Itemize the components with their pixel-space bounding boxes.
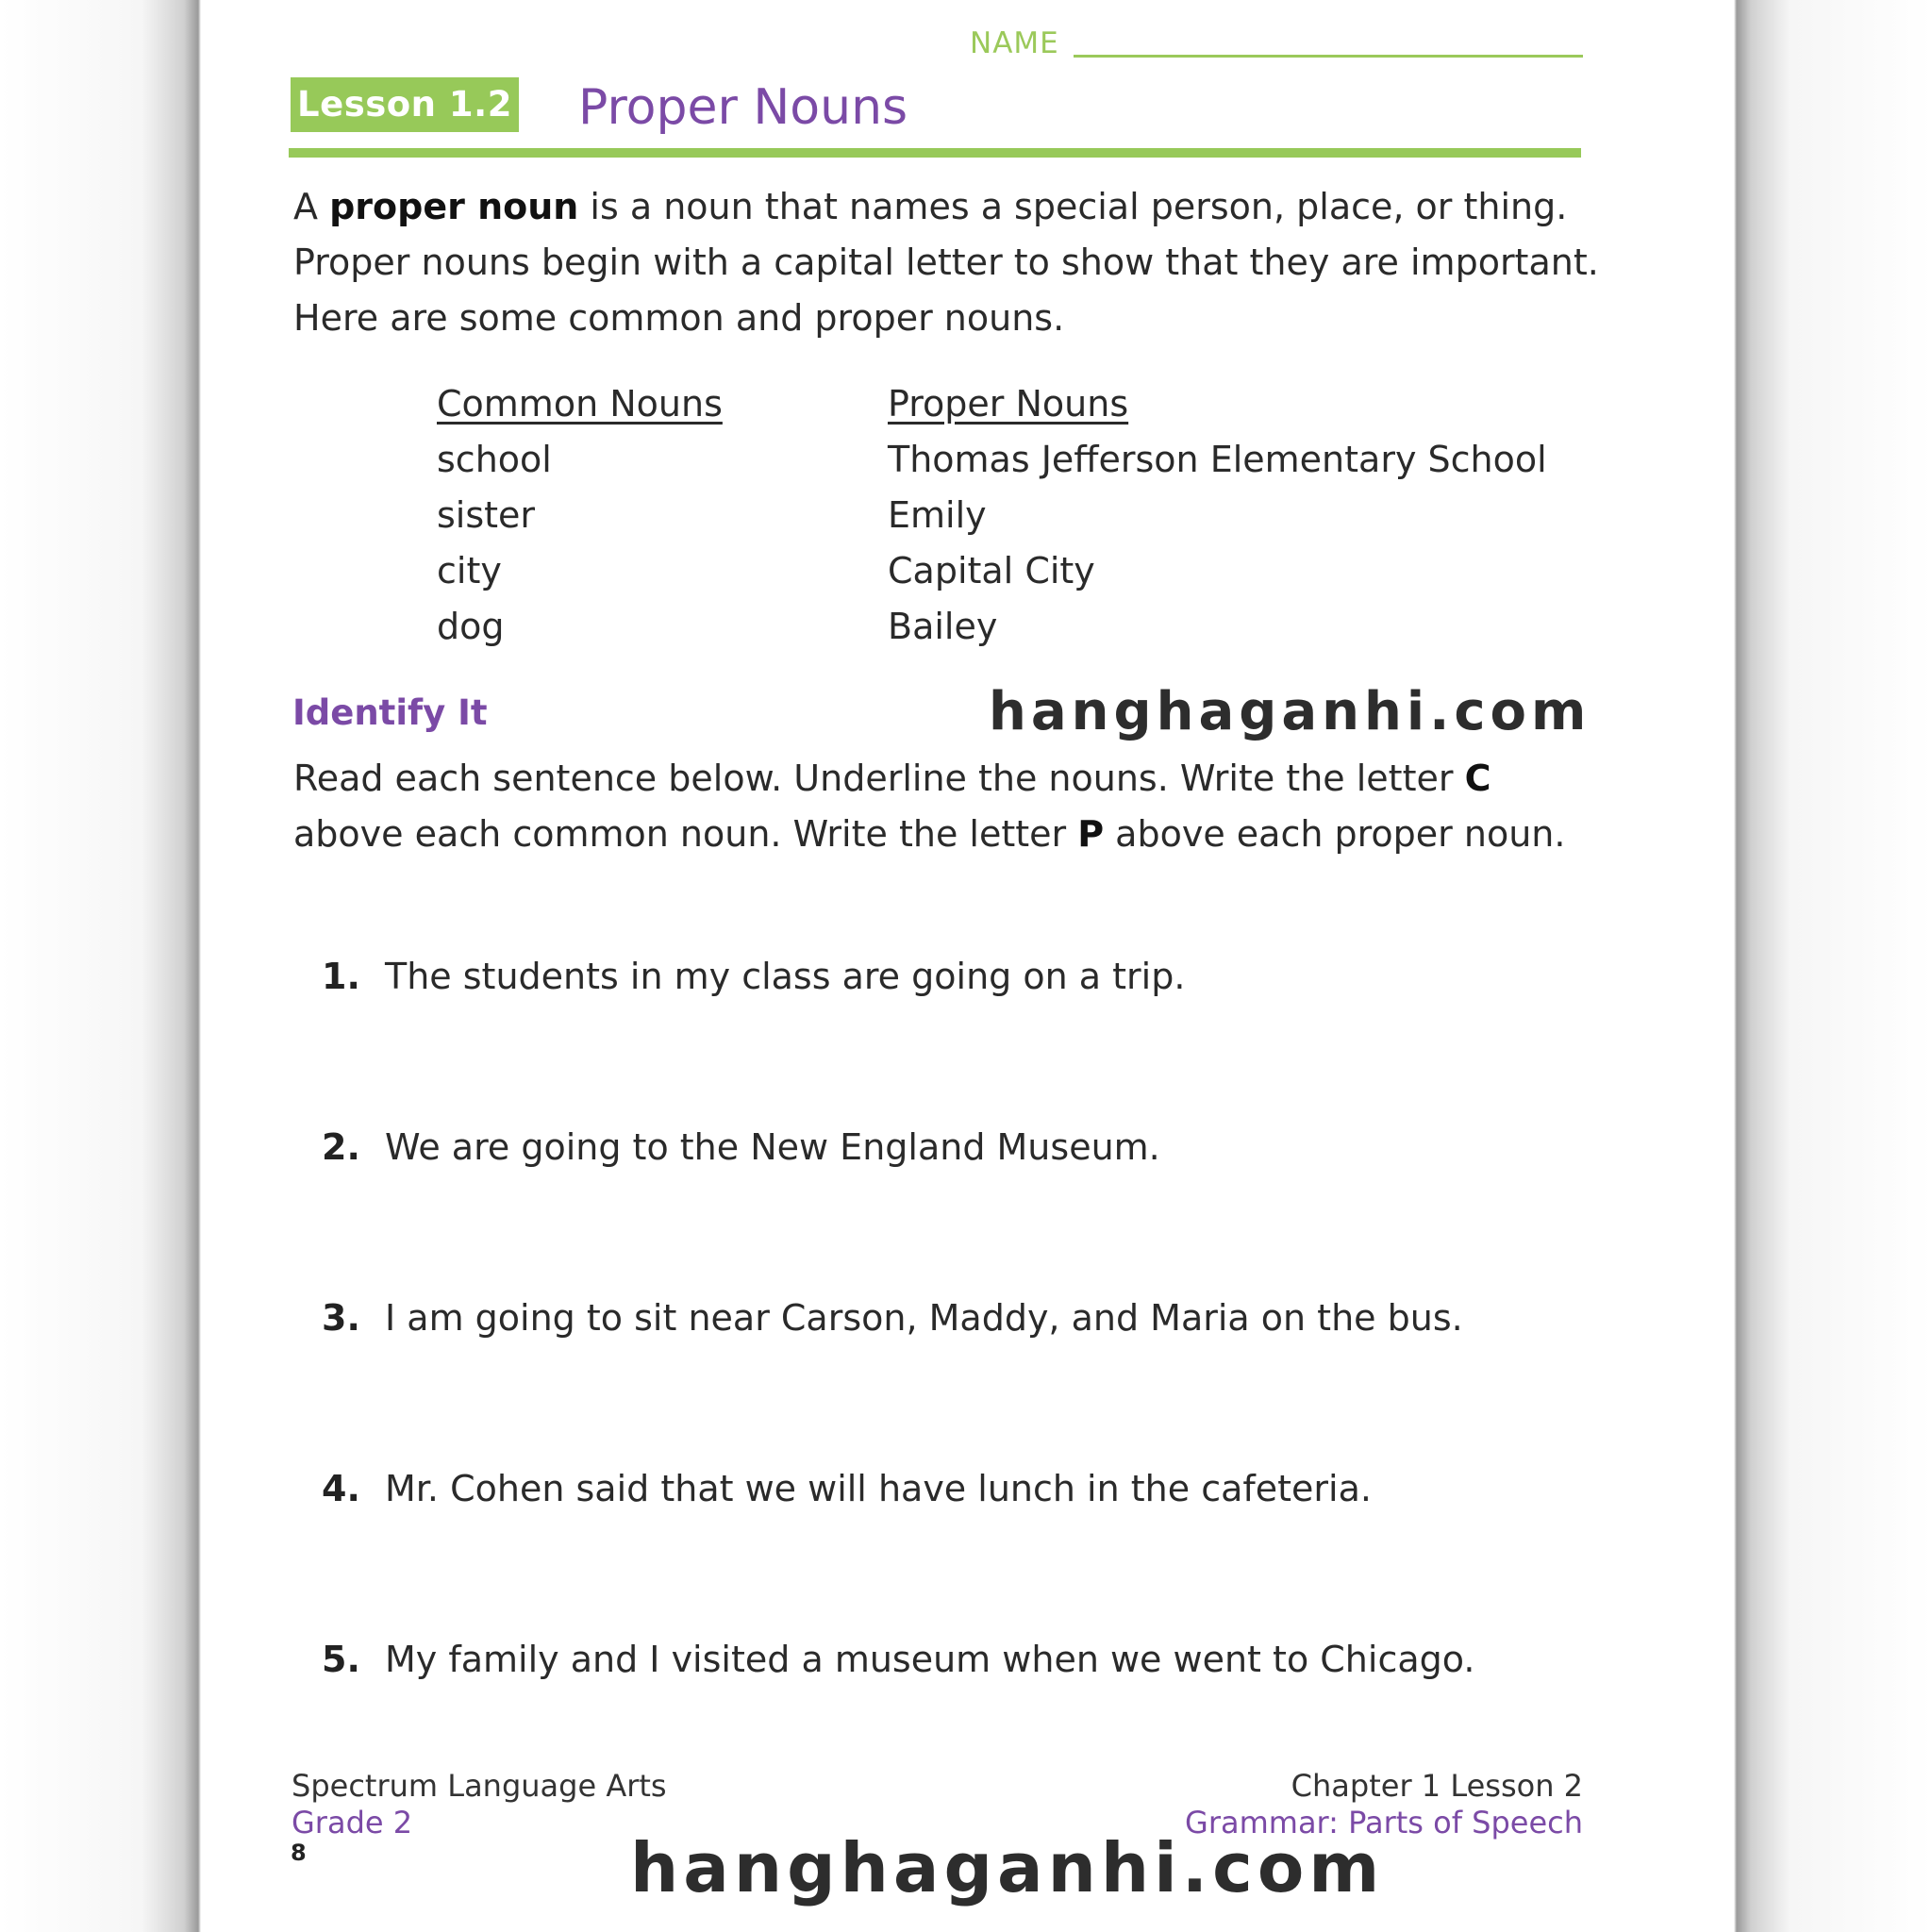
footer-book-title: Spectrum Language Arts xyxy=(291,1768,667,1804)
name-label: NAME xyxy=(970,26,1059,60)
exercise-sentence: The students in my class are going on a trip. xyxy=(385,956,1186,997)
common-noun: city xyxy=(437,550,502,591)
item-number: 1. xyxy=(322,956,360,997)
common-nouns-column xyxy=(437,376,723,655)
proper-noun: Emily xyxy=(888,494,987,536)
proper-noun: Bailey xyxy=(888,606,998,647)
page-title: Proper Nouns xyxy=(578,79,908,136)
footer-left xyxy=(291,1768,667,1841)
common-noun: sister xyxy=(437,494,536,536)
proper-noun: Thomas Jefferson Elementary School xyxy=(888,439,1547,480)
exercise-sentence: We are going to the New England Museum. xyxy=(385,1126,1160,1168)
lesson-badge: Lesson 1.2 xyxy=(291,77,519,132)
intro-term: proper noun xyxy=(329,186,579,227)
exercise-sentence: My family and I visited a museum when we went to Chicago. xyxy=(385,1639,1475,1680)
item-number: 2. xyxy=(322,1126,360,1168)
directions-paragraph xyxy=(293,751,1605,862)
item-number: 4. xyxy=(322,1468,360,1509)
exercise-sentence: I am going to sit near Carson, Maddy, and Maria on the bus. xyxy=(385,1297,1463,1339)
proper-noun: Capital City xyxy=(888,550,1095,591)
directions-part: Read each sentence below. Underline the nouns. Write the letter xyxy=(293,758,1465,799)
section-heading: Identify It xyxy=(292,692,488,733)
footer-topic: Grammar: Parts of Speech xyxy=(1185,1805,1583,1840)
item-number: 3. xyxy=(322,1297,360,1339)
exercise-sentence: Mr. Cohen said that we will have lunch in the cafeteria. xyxy=(385,1468,1372,1509)
left-page-shadow xyxy=(0,0,201,1932)
directions-part: above each common noun. Write the letter xyxy=(293,813,1078,855)
watermark: hanghaganhi.com xyxy=(630,1828,1385,1907)
common-noun: dog xyxy=(437,606,505,647)
page-number: 8 xyxy=(291,1840,307,1866)
item-number: 5. xyxy=(322,1639,360,1680)
title-rule xyxy=(289,148,1581,158)
intro-paragraph xyxy=(293,179,1605,346)
common-nouns-header: Common Nouns xyxy=(437,383,723,425)
letter-c: C xyxy=(1464,758,1491,799)
letter-p: P xyxy=(1077,813,1105,855)
right-page-shadow xyxy=(1734,0,1932,1932)
directions-part: above each proper noun. xyxy=(1104,813,1566,855)
watermark: hanghaganhi.com xyxy=(989,681,1591,742)
proper-nouns-column xyxy=(888,376,1547,655)
worksheet-page xyxy=(201,0,1734,1932)
name-line xyxy=(1074,55,1583,58)
intro-after: is a noun that names a special person, place, or thing. Proper nouns begin with a capital letter to show that they are important. Here are some common and proper nouns. xyxy=(293,186,1599,339)
proper-nouns-header: Proper Nouns xyxy=(888,383,1129,425)
common-noun: school xyxy=(437,439,552,480)
footer-chapter: Chapter 1 Lesson 2 xyxy=(1291,1768,1583,1804)
footer-grade: Grade 2 xyxy=(291,1805,413,1840)
intro-before: A xyxy=(293,186,330,227)
